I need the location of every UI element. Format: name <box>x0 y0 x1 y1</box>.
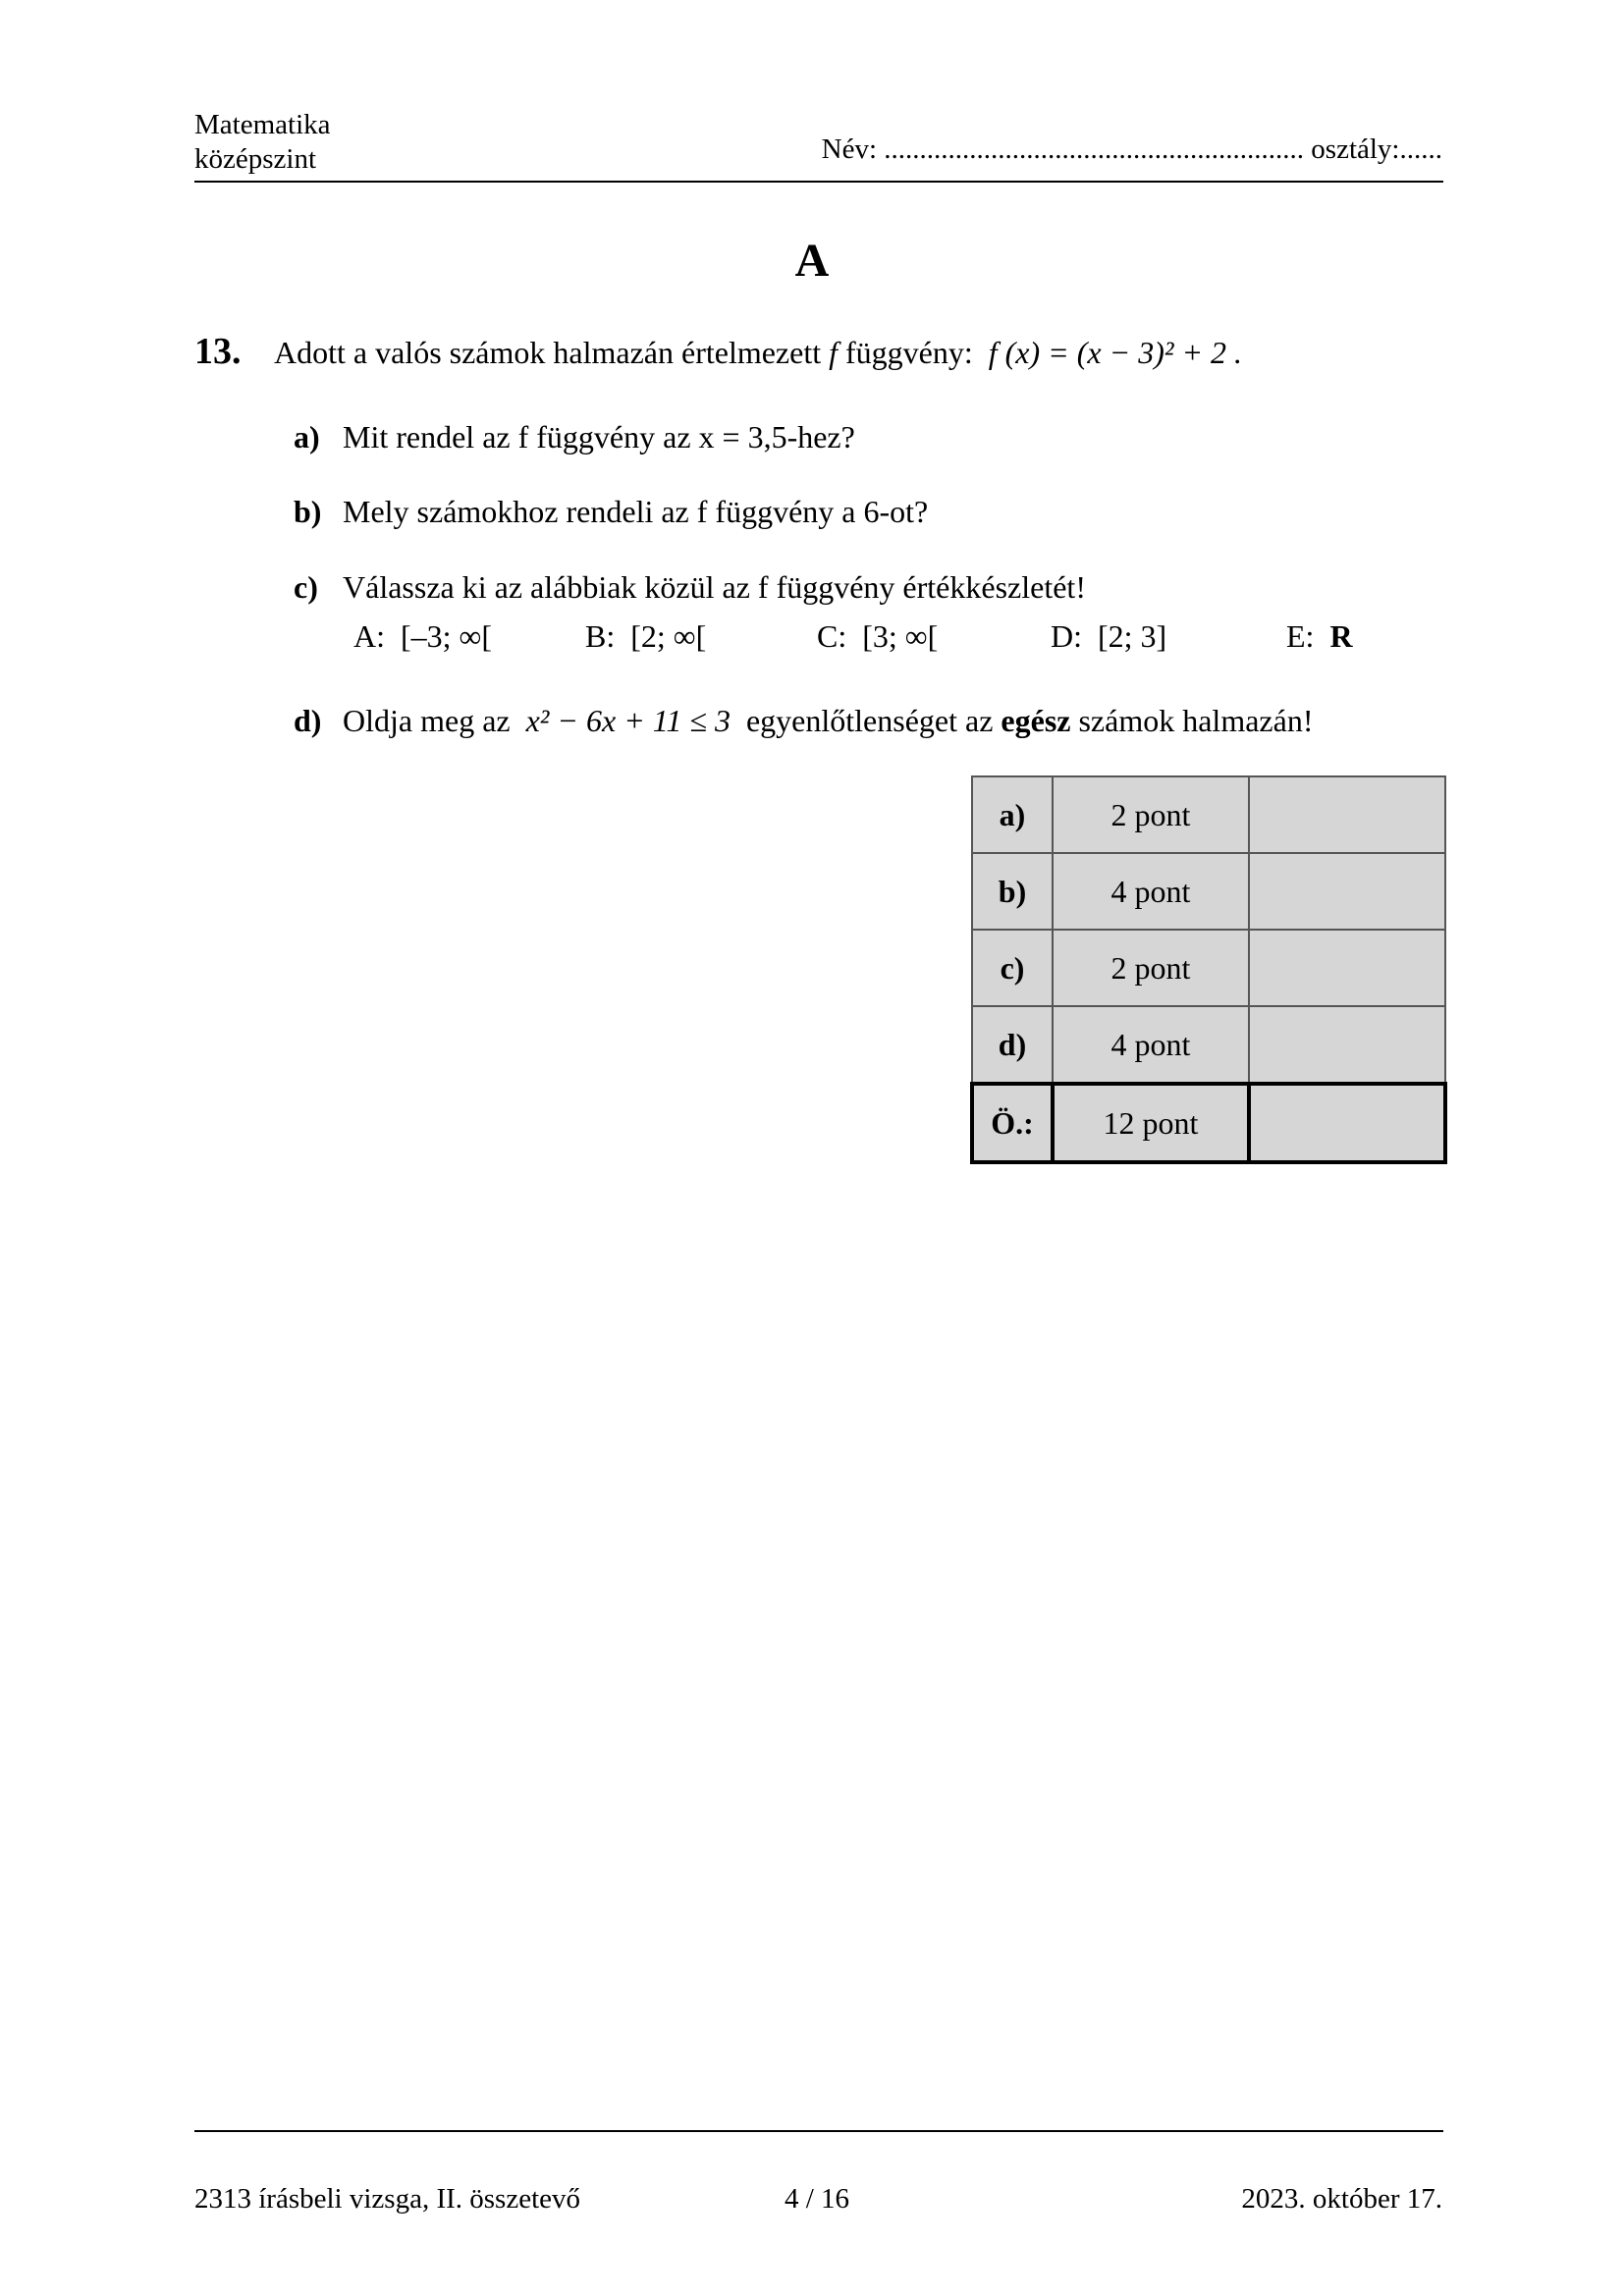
score-row-earned <box>1249 853 1445 930</box>
score-row <box>972 930 1445 1006</box>
score-row-points: 2 pont <box>1053 776 1249 853</box>
part-d-bold-word: egész <box>1001 703 1071 738</box>
choice-c-value: [3; ∞[ <box>862 618 939 654</box>
score-row-earned <box>1249 776 1445 853</box>
score-row-points: 2 pont <box>1053 930 1249 1006</box>
choice-d-value: [2; 3] <box>1098 618 1167 654</box>
choice-a-value: [–3; ∞[ <box>401 618 493 654</box>
function-formula: f (x) = (x − 3)² + 2 . <box>988 335 1243 370</box>
choice-b-label: B: <box>585 618 616 654</box>
score-row <box>972 1006 1445 1084</box>
choice-d <box>1051 618 1166 655</box>
choice-e-value: R <box>1329 618 1353 654</box>
score-row-label: d) <box>972 1006 1053 1084</box>
answer-choices <box>353 618 1434 658</box>
part-a <box>294 419 855 455</box>
choice-a-label: A: <box>353 618 385 654</box>
header-subject <box>194 108 331 177</box>
question-number: 13. <box>194 331 242 372</box>
exam-id: 2313 írásbeli vizsga, II. összetevő <box>194 2183 581 2215</box>
intro-text: Adott a valós számok halmazán értelmezett <box>274 335 822 370</box>
footer-rule <box>194 2130 1443 2132</box>
part-a-text: Mit rendel az f függvény az x = 3,5-hez? <box>343 419 855 454</box>
choice-e <box>1286 618 1353 655</box>
choice-e-label: E: <box>1286 618 1315 654</box>
score-row-earned <box>1249 1006 1445 1084</box>
question-intro <box>274 335 1242 371</box>
score-row-label: c) <box>972 930 1053 1006</box>
choice-b <box>585 618 706 655</box>
part-d-text-mid: egyenlőtlenséget az <box>745 703 994 738</box>
choice-b-value: [2; ∞[ <box>630 618 707 654</box>
part-c <box>294 569 1086 606</box>
score-total-label: Ö.: <box>972 1084 1053 1162</box>
choice-a <box>353 618 492 655</box>
choice-d-label: D: <box>1051 618 1082 654</box>
part-d-text-before: Oldja meg az <box>343 703 511 738</box>
part-b <box>294 494 928 530</box>
name-class-field: Név: ........................................................... osztály:...... <box>821 133 1442 165</box>
section-letter: A <box>794 235 830 287</box>
score-row-points: 4 pont <box>1053 853 1249 930</box>
part-b-label: b) <box>294 494 322 529</box>
page-number: 4 / 16 <box>785 2183 850 2215</box>
intro-f: f <box>829 335 838 370</box>
part-d-label: d) <box>294 703 322 738</box>
subject-title: Matematika <box>194 109 331 140</box>
part-b-text: Mely számokhoz rendeli az f függvény a 6-ot? <box>343 494 929 529</box>
score-row-earned <box>1249 930 1445 1006</box>
part-d-text-after: számok halmazán! <box>1078 703 1314 738</box>
score-total-points: 12 pont <box>1053 1084 1249 1162</box>
score-row <box>972 776 1445 853</box>
score-total-row <box>972 1084 1445 1162</box>
choice-c <box>817 618 938 655</box>
intro-word: függvény: <box>845 335 973 370</box>
part-a-label: a) <box>294 419 320 454</box>
score-row-label: b) <box>972 853 1053 930</box>
score-total-earned <box>1249 1084 1445 1162</box>
header-rule <box>194 181 1443 183</box>
exam-date: 2023. október 17. <box>1241 2183 1442 2215</box>
score-row-label: a) <box>972 776 1053 853</box>
score-row-points: 4 pont <box>1053 1006 1249 1084</box>
part-c-label: c) <box>294 569 318 605</box>
score-table <box>970 775 1447 1164</box>
choice-c-label: C: <box>817 618 847 654</box>
inequality-formula: x² − 6x + 11 ≤ 3 <box>525 703 731 738</box>
subject-level: középszint <box>194 143 317 175</box>
part-d <box>294 703 1313 739</box>
part-c-text: Válassza ki az alábbiak közül az f függvény értékkészletét! <box>343 569 1086 605</box>
score-row <box>972 853 1445 930</box>
